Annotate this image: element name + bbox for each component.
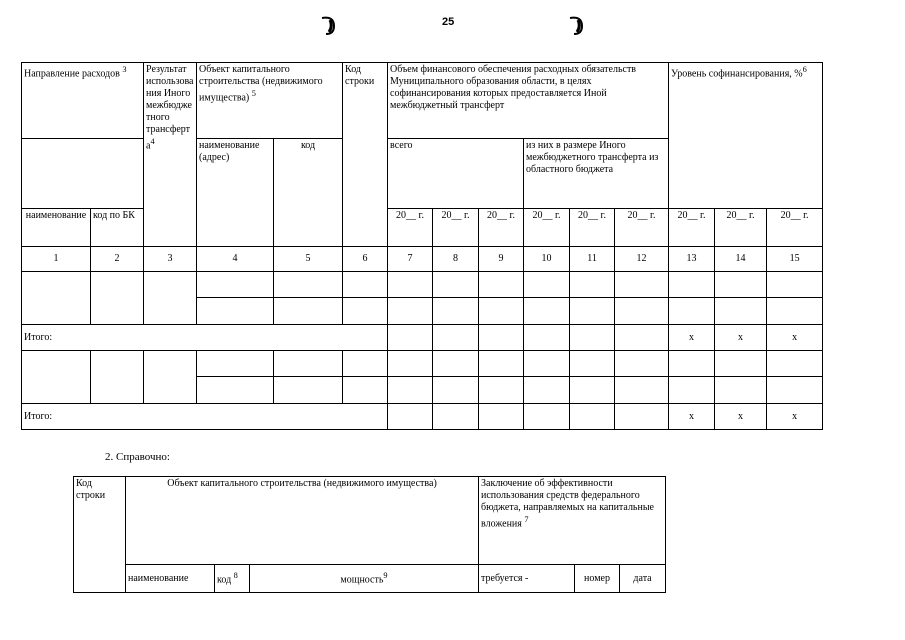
table-cell bbox=[274, 272, 343, 298]
table-cell bbox=[669, 351, 715, 377]
cell-naming bbox=[22, 272, 91, 325]
header-result: Результат использования Иного межбюджетного трансферта$^4$ bbox=[144, 63, 197, 247]
col-number: 4 bbox=[197, 247, 274, 272]
header-direction-spacer bbox=[22, 139, 144, 209]
ref-header-object: Объект капитального строительства (недвижимого имущества) bbox=[126, 477, 479, 565]
table-cell bbox=[615, 404, 669, 430]
ref-header-required: требуется - bbox=[479, 565, 575, 593]
table-cell bbox=[615, 272, 669, 298]
header-year: 20__ г. bbox=[570, 209, 615, 247]
ref-header-naming: наименование bbox=[126, 565, 215, 593]
punch-hole-icon bbox=[566, 14, 586, 36]
x-mark: x bbox=[715, 325, 767, 351]
table-row bbox=[22, 351, 823, 377]
table-cell bbox=[615, 377, 669, 404]
table-cell bbox=[669, 298, 715, 325]
header-total: всего bbox=[388, 139, 524, 209]
reference-label: 2. Справочно: bbox=[105, 451, 170, 463]
table-cell bbox=[343, 377, 388, 404]
table-cell bbox=[388, 325, 433, 351]
reference-table bbox=[73, 476, 666, 593]
ref-header-row-code: Код строки bbox=[74, 477, 126, 593]
table-cell bbox=[274, 377, 343, 404]
col-number: 5 bbox=[274, 247, 343, 272]
cell-naming bbox=[22, 351, 91, 404]
table-cell bbox=[715, 377, 767, 404]
table-cell bbox=[615, 351, 669, 377]
col-number: 8 bbox=[433, 247, 479, 272]
table-cell bbox=[715, 272, 767, 298]
ref-header-conclusion: Заключение об эффективности использования средств федерального бюджета, направляемых на капитальные вложения $^7$ bbox=[479, 477, 666, 565]
table-cell bbox=[479, 272, 524, 298]
header-object-code: код bbox=[274, 139, 343, 209]
x-mark: x bbox=[767, 325, 823, 351]
table-cell bbox=[388, 272, 433, 298]
header-row-code: Код строки bbox=[343, 63, 388, 247]
table-cell bbox=[669, 272, 715, 298]
cell-bk-code bbox=[91, 351, 144, 404]
header-year: 20__ г. bbox=[524, 209, 570, 247]
col-number: 2 bbox=[91, 247, 144, 272]
x-mark: x bbox=[669, 404, 715, 430]
table-cell bbox=[388, 404, 433, 430]
col-number: 13 bbox=[669, 247, 715, 272]
itogo-row bbox=[22, 325, 823, 351]
table-cell bbox=[570, 377, 615, 404]
table-cell bbox=[479, 325, 524, 351]
table-cell bbox=[479, 351, 524, 377]
table-cell bbox=[433, 325, 479, 351]
table-cell bbox=[570, 272, 615, 298]
header-of-which: из них в размере Иного межбюджетного трансферта из областного бюджета bbox=[524, 139, 669, 209]
col-number: 7 bbox=[388, 247, 433, 272]
table-cell bbox=[524, 325, 570, 351]
table-cell bbox=[767, 298, 823, 325]
table-cell bbox=[433, 404, 479, 430]
header-direction: Направление расходов $^3$ bbox=[22, 63, 144, 139]
col-number: 14 bbox=[715, 247, 767, 272]
col-number: 12 bbox=[615, 247, 669, 272]
table-cell bbox=[197, 351, 274, 377]
table-cell bbox=[767, 272, 823, 298]
page-number: 25 bbox=[442, 16, 455, 28]
x-mark: x bbox=[715, 404, 767, 430]
table-cell bbox=[197, 272, 274, 298]
header-object-name-cont bbox=[197, 209, 274, 247]
col-number: 6 bbox=[343, 247, 388, 272]
table-cell bbox=[615, 325, 669, 351]
table-cell bbox=[524, 377, 570, 404]
table-cell bbox=[433, 351, 479, 377]
table-cell bbox=[388, 351, 433, 377]
itogo-label: Итого: bbox=[22, 404, 388, 430]
table-cell bbox=[524, 404, 570, 430]
table-cell bbox=[479, 404, 524, 430]
x-mark: x bbox=[767, 404, 823, 430]
table-cell bbox=[388, 377, 433, 404]
table-cell bbox=[479, 298, 524, 325]
table-cell bbox=[524, 298, 570, 325]
col-number: 11 bbox=[570, 247, 615, 272]
cell-bk-code bbox=[91, 272, 144, 325]
table-cell bbox=[343, 298, 388, 325]
header-level: Уровень софинансирования, %$^6$ bbox=[669, 63, 823, 209]
table-cell bbox=[615, 298, 669, 325]
table-row bbox=[22, 272, 823, 298]
header-object-code-cont bbox=[274, 209, 343, 247]
table-cell bbox=[570, 325, 615, 351]
header-naming: наименование bbox=[22, 209, 91, 247]
table-cell bbox=[197, 377, 274, 404]
col-number: 10 bbox=[524, 247, 570, 272]
header-year: 20__ г. bbox=[433, 209, 479, 247]
financing-table bbox=[21, 62, 823, 430]
table-cell bbox=[715, 298, 767, 325]
itogo-label: Итого: bbox=[22, 325, 388, 351]
ref-header-code: код $^8$ bbox=[215, 565, 250, 593]
table-cell bbox=[570, 404, 615, 430]
punch-hole-icon bbox=[318, 14, 338, 36]
table-cell bbox=[570, 351, 615, 377]
table-cell bbox=[767, 351, 823, 377]
ref-header-date: дата bbox=[620, 565, 666, 593]
header-year: 20__ г. bbox=[669, 209, 715, 247]
header-volume: Объем финансового обеспечения расходных обязательств Муниципального образования области, в целях софинансирования которых предоставляется Иной межбюджетный трансферт bbox=[388, 63, 669, 139]
table-cell bbox=[433, 298, 479, 325]
col-number: 3 bbox=[144, 247, 197, 272]
ref-header-number: номер bbox=[575, 565, 620, 593]
cell-result bbox=[144, 272, 197, 325]
col-number: 9 bbox=[479, 247, 524, 272]
x-mark: x bbox=[669, 325, 715, 351]
header-bk-code: код по БК bbox=[91, 209, 144, 247]
table-cell bbox=[433, 272, 479, 298]
itogo-row bbox=[22, 404, 823, 430]
table-cell bbox=[274, 298, 343, 325]
table-cell bbox=[570, 298, 615, 325]
table-cell bbox=[524, 272, 570, 298]
header-year: 20__ г. bbox=[615, 209, 669, 247]
ref-header-capacity: мощность$^9$ bbox=[250, 565, 479, 593]
table-cell bbox=[433, 377, 479, 404]
header-object-name: наименование (адрес) bbox=[197, 139, 274, 209]
table-cell bbox=[274, 351, 343, 377]
table-cell bbox=[343, 272, 388, 298]
col-number: 15 bbox=[767, 247, 823, 272]
table-cell bbox=[479, 377, 524, 404]
header-year: 20__ г. bbox=[388, 209, 433, 247]
table-cell bbox=[197, 298, 274, 325]
table-cell bbox=[715, 351, 767, 377]
header-year: 20__ г. bbox=[479, 209, 524, 247]
header-object: Объект капитального строительства (недвижимого имущества) $^5$ bbox=[197, 63, 343, 139]
header-year: 20__ г. bbox=[715, 209, 767, 247]
cell-result bbox=[144, 351, 197, 404]
table-cell bbox=[388, 298, 433, 325]
table-cell bbox=[343, 351, 388, 377]
header-year: 20__ г. bbox=[767, 209, 823, 247]
table-cell bbox=[767, 377, 823, 404]
table-cell bbox=[524, 351, 570, 377]
table-cell bbox=[669, 377, 715, 404]
col-number: 1 bbox=[22, 247, 91, 272]
